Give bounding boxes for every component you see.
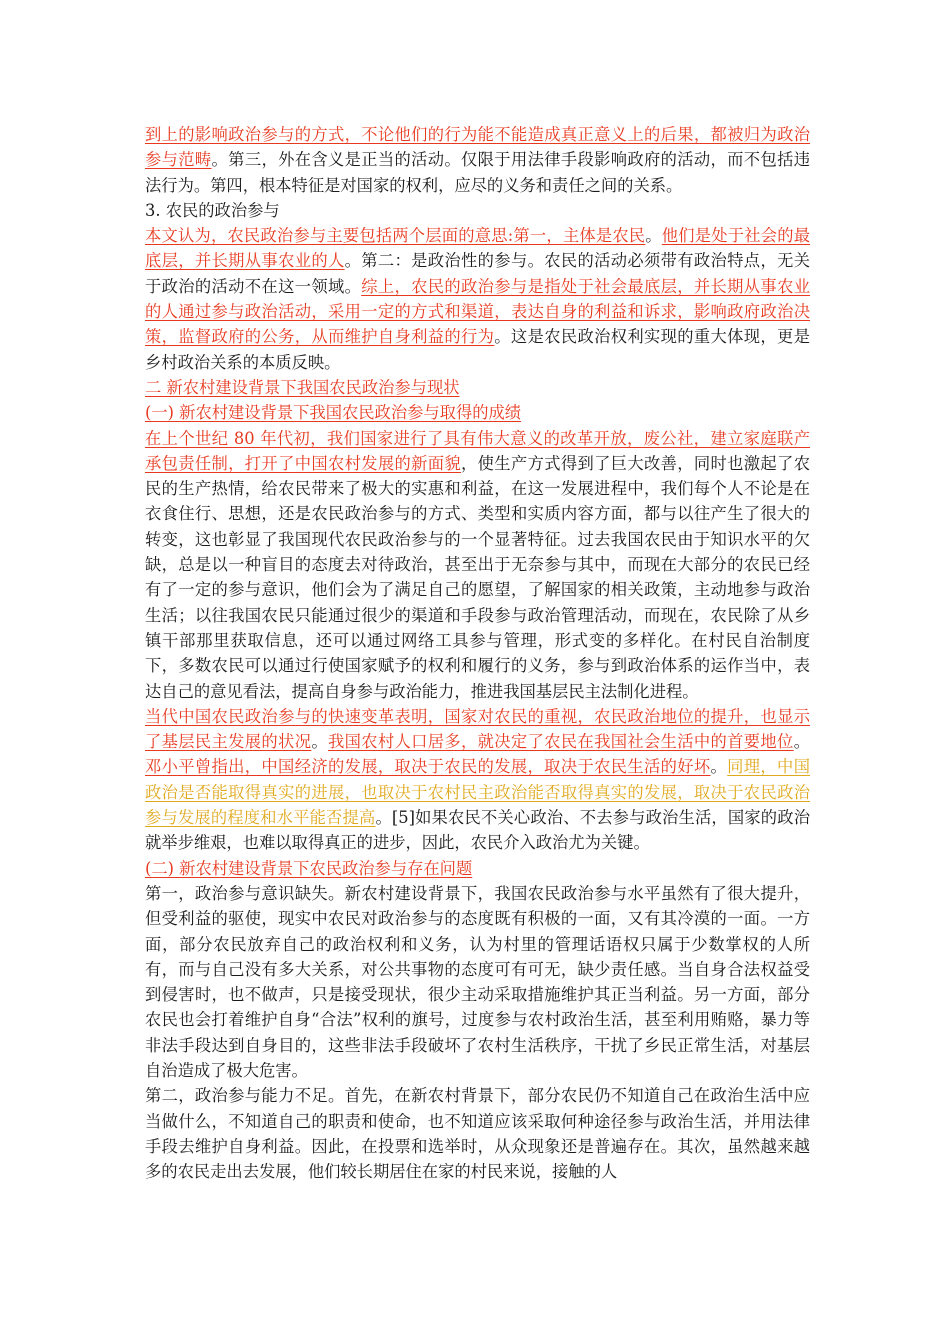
text-segment: 。第三，外在含义是正当的活动。仅限于用法律手段影响政府的活动，而不包括违法行为。第四，根本特征是对国家的权利，应尽的义务和责任之间的关系。 (145, 150, 810, 195)
subsection-heading-2 (145, 856, 810, 881)
highlight-segment: 他们是处于社会的最底层，并长期从事农业的人 (145, 226, 810, 271)
paragraph-2 (145, 198, 810, 223)
gold-highlight-segment: 同理，中国政治是否能取得真实的进展，也取决于农村民主政治能否取得真实的发展，取决于农民政治参与发展的程度和水平能否提高 (145, 757, 810, 828)
heading-text: (二) 新农村建设背景下农民政治参与存在问题 (145, 858, 473, 878)
text-segment: 。 (311, 732, 328, 752)
paragraph-6 (145, 426, 810, 704)
text-segment: 第二，政治参与能力不足。首先，在新农村背景下，部分农民仍不知道自己在政治生活中应当做什么，不知道自己的职责和使命，也不知道应该采取何种途径参与政治生活，并用法律手段去维护自身利益。因此，在投票和选举时，从众现象还是普遍存在。其次，虽然越来越多的农民走出去发展，他们较长期居住在家的村民来说，接触的人 (145, 1086, 810, 1182)
text-segment: 。 (645, 226, 662, 246)
text-segment: ，使生产方式得到了巨大改善，同时也激起了农民的生产热情，给农民带来了极大的实惠和利益，在这一发展进程中，我们每个人不论是在衣食住行、思想，还是农民政治参与的方式、类型和实质内容方面，都与以往产生了很大的转变，这也彰显了我国现代农民政治参与的一个显著特征。过去我国农民由于知识水平的欠缺，总是以一种盲目的态度去对待政治，甚至出于无奈参与其中，而现在大部分的农民已经有了一定的参与意识，他们会为了满足自己的愿望，了解国家的相关政策，主动地参与政治生活；以往我国农民只能通过很少的渠道和手段参与政治管理活动，而现在，农民除了从乡镇干部那里获取信息，还可以通过网络工具参与管理，形式变的多样化。在村民自治制度下，多数农民可以通过行使国家赋予的权利和履行的义务，参与到政治体系的运作当中，表达自己的意见看法，提高自身参与政治能力，推进我国基层民主法制化进程。 (145, 453, 810, 701)
text-segment: 。 (710, 757, 728, 777)
highlight-segment: 我国农村人口居多，就决定了农民在我国社会生活中的首要地位 (327, 732, 794, 752)
paragraph-9 (145, 881, 810, 1083)
highlight-segment: 到上的影响政治参与的方式，不论他们的行为能不能造成真正意义上的后果，都被归为政治参与范畴 (145, 125, 810, 170)
paragraph-7 (145, 704, 810, 856)
text-segment: 。[5]如果农民不关心政治、不去参与政治生活，国家的政治就举步维艰，也难以取得真正的进步，因此，农民介入政治尤为关键。 (145, 808, 810, 853)
paragraph-1 (145, 122, 810, 198)
subsection-heading-1 (145, 400, 810, 425)
highlight-segment: 邓小平曾指出，中国经济的发展，取决于农民的发展，取决于农民生活的好坏 (145, 757, 711, 777)
text-segment: 。第二：是政治性的参与。农民的活动必须带有政治特点，无关于政治的活动不在这一领域。 (145, 251, 810, 296)
subheading: 3. 农民的政治参与 (145, 200, 280, 220)
text-segment: 第一，政治参与意识缺失。新农村建设背景下，我国农民政治参与水平虽然有了很大提升，但受利益的驱使，现实中农民对政治参与的态度既有积极的一面，又有其冷漠的一面。一方面，部分农民放弃自己的政治权利和义务，认为村里的管理话语权只属于少数掌权的人所有，而与自己没有多大关系，对公共事物的态度可有可无，缺少责任感。当自身合法权益受到侵害时，也不做声，只是接受现状，很少主动采取措施维护其正当利益。另一方面，部分农民也会打着维护自身“合法”权利的旗号，过度参与农村政治生活，甚至利用贿赂，暴力等非法手段达到自身目的，这些非法手段破坏了农村生活秩序，干扰了乡民正常生活，对基层自治造成了极大危害。 (145, 883, 810, 1080)
paragraph-3 (145, 223, 810, 375)
text-segment: 。 (793, 732, 810, 752)
highlight-segment: 当代中国农民政治参与的快速变革表明，国家对农民的重视，农民政治地位的提升，也显示了基层民主发展的状况 (145, 706, 810, 752)
highlight-segment: 综上，农民的政治参与是指处于社会最底层，并长期从事农业的人通过参与政治活动，采用一定的方式和渠道，表达自身的利益和诉求，影响政府政治决策，监督政府的公务，从而维护自身利益的行为 (145, 276, 810, 347)
paragraph-10 (145, 1083, 810, 1184)
section-heading (145, 375, 810, 400)
heading-text: (一) 新农村建设背景下我国农民政治参与取得的成绩 (145, 403, 522, 423)
heading-text: 二 新农村建设背景下我国农民政治参与现状 (145, 377, 460, 397)
text-segment: 。这是农民政治权利实现的重大体现，更是乡村政治关系的本质反映。 (145, 327, 810, 372)
document-body (145, 122, 810, 1184)
highlight-segment: 在上个世纪 80 年代初，我们国家进行了具有伟大意义的改革开放，废公社，建立家庭联产承包责任制，打开了中国农村发展的新面貌 (145, 428, 810, 473)
highlight-segment: 本文认为，农民政治参与主要包括两个层面的意思:第一，主体是农民 (145, 226, 646, 246)
